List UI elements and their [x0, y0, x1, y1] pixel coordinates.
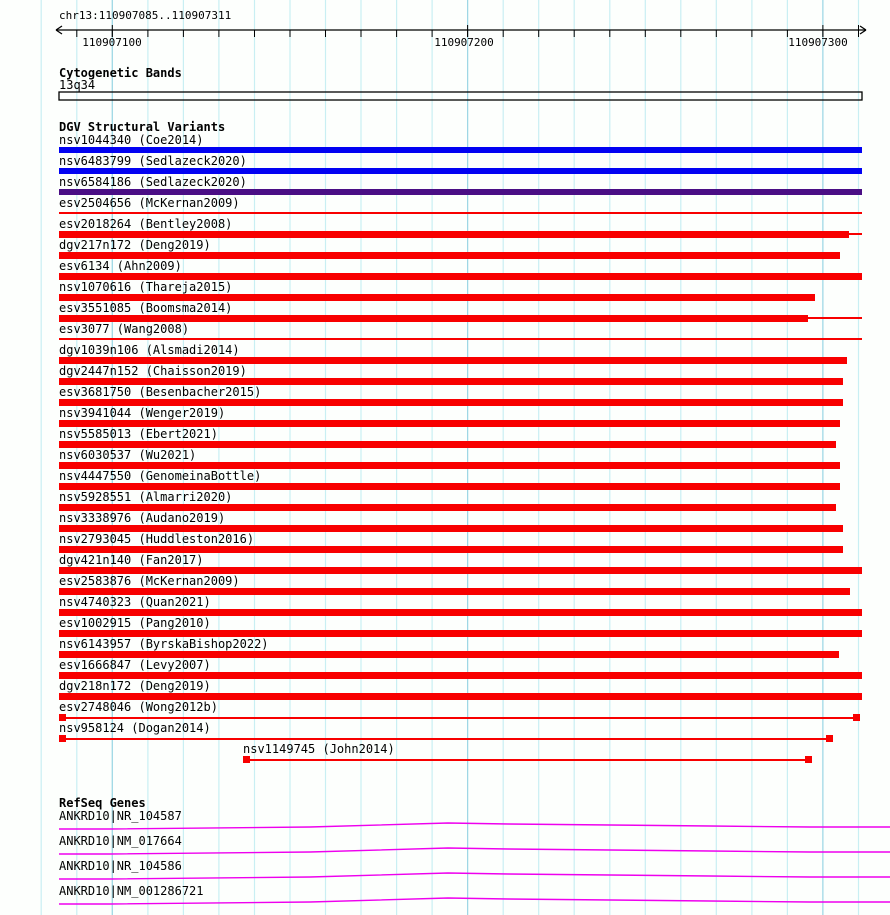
- variant-label[interactable]: esv3077 (Wang2008): [59, 322, 190, 336]
- variant-label[interactable]: nsv1149745 (John2014): [243, 742, 395, 756]
- variant-bar[interactable]: [59, 168, 862, 174]
- variant-bar[interactable]: [59, 546, 843, 553]
- variant-bar[interactable]: [59, 504, 836, 511]
- variant-bar-extension[interactable]: [808, 317, 862, 319]
- variant-label[interactable]: dgv218n172 (Deng2019): [59, 679, 211, 693]
- variant-bar[interactable]: [59, 588, 850, 595]
- variant-label[interactable]: esv6134 (Ahn2009): [59, 259, 182, 273]
- variant-bar[interactable]: [59, 462, 840, 469]
- variant-bar[interactable]: [59, 525, 843, 532]
- variant-bar[interactable]: [59, 378, 843, 385]
- region-title: chr13:110907085..110907311: [59, 9, 232, 22]
- variant-label[interactable]: esv2504656 (McKernan2009): [59, 196, 240, 210]
- variant-bar[interactable]: [59, 483, 840, 490]
- variant-label[interactable]: dgv421n140 (Fan2017): [59, 553, 204, 567]
- variant-label[interactable]: nsv1070616 (Thareja2015): [59, 280, 233, 294]
- variant-label[interactable]: esv1666847 (Levy2007): [59, 658, 211, 672]
- gene-label[interactable]: ANKRD10|NR_104587: [59, 809, 182, 823]
- gene-label[interactable]: ANKRD10|NR_104586: [59, 859, 182, 873]
- variant-bar[interactable]: [59, 357, 847, 364]
- variant-bar[interactable]: [59, 651, 839, 658]
- variant-label[interactable]: nsv5928551 (Almarri2020): [59, 490, 233, 504]
- ruler-tick-label: 110907200: [434, 36, 494, 49]
- variant-label[interactable]: dgv217n172 (Deng2019): [59, 238, 211, 252]
- variant-endpoint-box[interactable]: [59, 714, 66, 721]
- variant-label[interactable]: esv1002915 (Pang2010): [59, 616, 211, 630]
- variant-label[interactable]: esv3551085 (Boomsma2014): [59, 301, 233, 315]
- cytoband-label[interactable]: 13q34: [59, 78, 96, 92]
- variant-line[interactable]: [59, 738, 833, 740]
- variant-label[interactable]: nsv4447550 (GenomeinaBottle): [59, 469, 262, 483]
- variant-bar[interactable]: [59, 609, 862, 616]
- variant-bar[interactable]: [59, 189, 862, 195]
- variant-label[interactable]: nsv2793045 (Huddleston2016): [59, 532, 255, 546]
- variant-label[interactable]: nsv1044340 (Coe2014): [59, 133, 204, 147]
- variant-bar[interactable]: [59, 630, 862, 637]
- variant-label[interactable]: nsv5585013 (Ebert2021): [59, 427, 218, 441]
- variant-bar[interactable]: [59, 231, 849, 238]
- variant-endpoint-box[interactable]: [805, 756, 812, 763]
- gene-label[interactable]: ANKRD10|NM_017664: [59, 834, 182, 848]
- variant-label[interactable]: nsv6030537 (Wu2021): [59, 448, 197, 462]
- variant-line[interactable]: [59, 717, 860, 719]
- variant-bar[interactable]: [59, 693, 862, 700]
- variant-label[interactable]: nsv4740323 (Quan2021): [59, 595, 211, 609]
- variant-bar[interactable]: [59, 147, 862, 153]
- variant-bar[interactable]: [59, 294, 815, 301]
- variant-label[interactable]: nsv958124 (Dogan2014): [59, 721, 211, 735]
- refseq-track-header: RefSeq Genes: [59, 796, 146, 810]
- variant-bar[interactable]: [59, 399, 843, 406]
- variant-endpoint-box[interactable]: [243, 756, 250, 763]
- variant-bar[interactable]: [59, 441, 836, 448]
- variant-label[interactable]: esv2583876 (McKernan2009): [59, 574, 240, 588]
- variant-line[interactable]: [59, 338, 862, 340]
- variant-endpoint-box[interactable]: [826, 735, 833, 742]
- variant-label[interactable]: esv2748046 (Wong2012b): [59, 700, 218, 714]
- variant-bar[interactable]: [59, 252, 840, 259]
- variant-bar-extension[interactable]: [849, 233, 862, 235]
- gene-label[interactable]: ANKRD10|NM_001286721: [59, 884, 204, 898]
- variant-bar[interactable]: [59, 672, 862, 679]
- variant-label[interactable]: esv3681750 (Besenbacher2015): [59, 385, 262, 399]
- variant-endpoint-box[interactable]: [853, 714, 860, 721]
- variant-label[interactable]: dgv2447n152 (Chaisson2019): [59, 364, 247, 378]
- cytogenetic-bands-header: Cytogenetic Bands: [59, 66, 182, 80]
- variant-label[interactable]: dgv1039n106 (Alsmadi2014): [59, 343, 240, 357]
- variant-label[interactable]: nsv6483799 (Sedlazeck2020): [59, 154, 247, 168]
- variant-endpoint-box[interactable]: [59, 735, 66, 742]
- dgv-track-header: DGV Structural Variants: [59, 120, 226, 134]
- variant-label[interactable]: esv2018264 (Bentley2008): [59, 217, 233, 231]
- ruler-tick-label: 110907300: [788, 36, 848, 49]
- variant-bar[interactable]: [59, 315, 808, 322]
- variant-bar[interactable]: [59, 567, 862, 574]
- variant-bar[interactable]: [59, 420, 840, 427]
- variant-bar[interactable]: [59, 273, 862, 280]
- variant-label[interactable]: nsv3338976 (Audano2019): [59, 511, 226, 525]
- variant-label[interactable]: nsv3941044 (Wenger2019): [59, 406, 226, 420]
- variant-line[interactable]: [59, 212, 862, 214]
- variant-label[interactable]: nsv6584186 (Sedlazeck2020): [59, 175, 247, 189]
- ruler-tick-label: 110907100: [82, 36, 142, 49]
- variant-label[interactable]: nsv6143957 (ByrskaBishop2022): [59, 637, 269, 651]
- variant-line[interactable]: [243, 759, 812, 761]
